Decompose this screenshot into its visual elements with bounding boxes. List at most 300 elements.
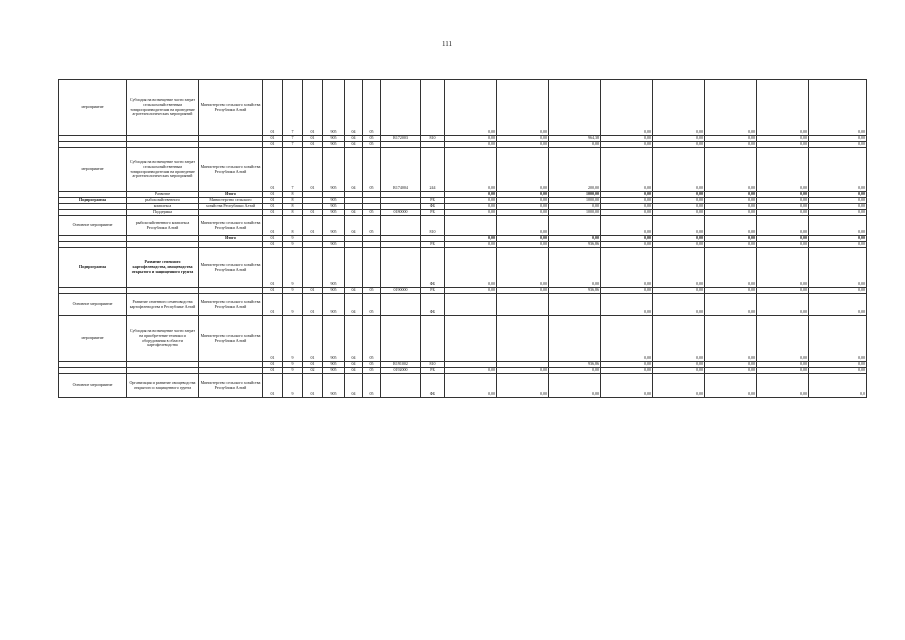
table-cell: хозяйства Республики Алтай bbox=[199, 204, 263, 210]
table-cell: Подпрограмма bbox=[59, 198, 127, 204]
table-cell: 0,00 bbox=[653, 248, 705, 288]
table-cell: 0,00 bbox=[705, 362, 757, 368]
table-cell: мероприятие bbox=[59, 316, 127, 362]
table-cell: 0,00 bbox=[705, 198, 757, 204]
table-cell: 01 bbox=[303, 142, 323, 148]
table-cell: 244 bbox=[421, 148, 445, 192]
table-cell: 936,86 bbox=[549, 242, 601, 248]
table-cell: 0,00 bbox=[757, 374, 809, 398]
table-cell bbox=[381, 316, 421, 362]
table-cell bbox=[497, 316, 549, 362]
table-cell: 01 bbox=[303, 136, 323, 142]
table-cell: 7 bbox=[283, 148, 303, 192]
table-cell: 0,00 bbox=[549, 204, 601, 210]
table-cell: 0,00 bbox=[445, 198, 497, 204]
table-cell: 905 bbox=[323, 142, 345, 148]
table-cell: Министерство сельского хозяйства Республики Алтай bbox=[199, 316, 263, 362]
table-cell: 0,00 bbox=[601, 316, 653, 362]
table-cell: 8 bbox=[283, 216, 303, 236]
table-cell: 0,00 bbox=[809, 198, 867, 204]
table-cell: 0,00 bbox=[601, 204, 653, 210]
table-cell: 905 bbox=[323, 80, 345, 136]
table-cell: 0,00 bbox=[809, 210, 867, 216]
table-cell: 01 bbox=[263, 142, 283, 148]
table-cell: 0,00 bbox=[497, 192, 549, 198]
table-cell: 8 bbox=[283, 204, 303, 210]
table-cell: 0,00 bbox=[705, 216, 757, 236]
table-cell: 0,00 bbox=[809, 248, 867, 288]
table-cell: 01 bbox=[263, 204, 283, 210]
table-cell: 0,00 bbox=[653, 204, 705, 210]
table-cell: 0,00 bbox=[601, 242, 653, 248]
table-cell: Министерство сельского хозяйства Республики Алтай bbox=[199, 80, 263, 136]
table-cell: 0,00 bbox=[809, 148, 867, 192]
table-cell: 04 bbox=[345, 316, 363, 362]
table-cell: 01 bbox=[263, 148, 283, 192]
table-cell bbox=[445, 294, 497, 316]
table-cell: 04 bbox=[345, 374, 363, 398]
table-cell: 0,00 bbox=[705, 210, 757, 216]
table-cell: 0,0 bbox=[809, 374, 867, 398]
table-cell: 0,00 bbox=[757, 148, 809, 192]
table-cell: 01 bbox=[303, 148, 323, 192]
table-cell: 0190000 bbox=[381, 288, 421, 294]
table-cell: Основное мероприятие bbox=[59, 216, 127, 236]
table-cell: 905 bbox=[323, 248, 345, 288]
table-cell bbox=[381, 216, 421, 236]
table-cell: 0,00 bbox=[497, 288, 549, 294]
table-cell: 01 bbox=[263, 210, 283, 216]
table-cell bbox=[549, 294, 601, 316]
table-cell: 905 bbox=[323, 216, 345, 236]
table-cell: 905 bbox=[323, 288, 345, 294]
table-cell: 0,00 bbox=[445, 192, 497, 198]
table-cell: 01 bbox=[263, 362, 283, 368]
table-cell bbox=[381, 80, 421, 136]
table-cell: 0,00 bbox=[653, 362, 705, 368]
table-cell: 0,00 bbox=[757, 288, 809, 294]
table-cell: 0,00 bbox=[809, 80, 867, 136]
table-cell: 0,00 bbox=[757, 242, 809, 248]
table-cell: 0,00 bbox=[757, 294, 809, 316]
table-cell bbox=[421, 80, 445, 136]
table-cell: 01 bbox=[303, 216, 323, 236]
table-cell: 0,00 bbox=[757, 210, 809, 216]
table-cell: 0,00 bbox=[653, 368, 705, 374]
table-cell: 0,00 bbox=[549, 142, 601, 148]
table-cell: 01 bbox=[303, 294, 323, 316]
table-cell: 0,00 bbox=[601, 294, 653, 316]
table-cell: Министерство сельского хозяйства Республики Алтай bbox=[199, 148, 263, 192]
table-cell: 0,00 bbox=[757, 236, 809, 242]
table-cell bbox=[445, 216, 497, 236]
table-cell: 0,00 bbox=[497, 148, 549, 192]
table-cell: 0,00 bbox=[809, 242, 867, 248]
table-cell: 9 bbox=[283, 316, 303, 362]
table-cell: 905 bbox=[323, 198, 345, 204]
table-cell: Основное мероприятие bbox=[59, 374, 127, 398]
table-cell: 0,00 bbox=[757, 204, 809, 210]
table-cell: 01 bbox=[303, 210, 323, 216]
table-cell: 0,00 bbox=[497, 204, 549, 210]
table-cell: 0,00 bbox=[497, 242, 549, 248]
table-cell bbox=[549, 316, 601, 362]
table-cell: 01 bbox=[263, 242, 283, 248]
table-cell: 05 bbox=[363, 288, 381, 294]
table-cell: Субсидия на возмещение части затрат сельскохозяйственным товаропроизводителям на проведение агротехнологических мероприятий bbox=[127, 148, 199, 192]
table-cell: 01 bbox=[303, 362, 323, 368]
table-cell: 8 bbox=[283, 198, 303, 204]
table-cell: 1000,00 bbox=[549, 210, 601, 216]
table-cell bbox=[381, 374, 421, 398]
table-cell: 0,00 bbox=[809, 204, 867, 210]
table-cell: 0,00 bbox=[445, 80, 497, 136]
table-cell: 9 bbox=[283, 362, 303, 368]
table-cell: 01 bbox=[263, 236, 283, 242]
table-cell: 0,00 bbox=[497, 136, 549, 142]
table-cell bbox=[303, 248, 323, 288]
table-cell: 0,00 bbox=[653, 216, 705, 236]
table-cell: 0,00 bbox=[809, 362, 867, 368]
table-cell: 04 bbox=[345, 294, 363, 316]
table-cell: 0,00 bbox=[601, 216, 653, 236]
table-cell: 04 bbox=[345, 288, 363, 294]
table-cell: ФБ bbox=[421, 204, 445, 210]
table-cell: 0,00 bbox=[445, 242, 497, 248]
table-cell: 0,00 bbox=[809, 368, 867, 374]
page-number: 111 bbox=[442, 40, 452, 48]
table-cell: 0,00 bbox=[601, 362, 653, 368]
table-row bbox=[59, 216, 867, 236]
table-cell: 0,00 bbox=[757, 192, 809, 198]
table-cell: Министерство сельского bbox=[199, 198, 263, 204]
table-row bbox=[59, 374, 867, 398]
table-cell bbox=[363, 248, 381, 288]
table-cell: Организация и развитие овощеводства открытого и защищенного грунта bbox=[127, 374, 199, 398]
table-cell: мероприятие bbox=[59, 80, 127, 136]
table-row bbox=[59, 248, 867, 288]
table-cell: 0,00 bbox=[601, 210, 653, 216]
table-cell: 0,00 bbox=[653, 136, 705, 142]
table-cell: 0,00 bbox=[653, 148, 705, 192]
table-cell: 7 bbox=[283, 142, 303, 148]
table-cell: РБ bbox=[421, 368, 445, 374]
table-cell: РБ bbox=[421, 198, 445, 204]
table-cell: 05 bbox=[363, 362, 381, 368]
table-cell: 905 bbox=[323, 136, 345, 142]
table-cell: рыбохозяйственного bbox=[127, 198, 199, 204]
budget-table bbox=[58, 79, 867, 398]
table-row bbox=[59, 316, 867, 362]
table-cell: 0,00 bbox=[757, 216, 809, 236]
table-cell: 01 bbox=[263, 294, 283, 316]
table-cell: 936,86 bbox=[549, 362, 601, 368]
table-cell: 905 bbox=[323, 368, 345, 374]
table-cell: 05 bbox=[363, 216, 381, 236]
table-cell: 0,00 bbox=[445, 136, 497, 142]
table-cell: 936,86 bbox=[549, 288, 601, 294]
table-cell: 0,00 bbox=[653, 198, 705, 204]
table-cell bbox=[549, 80, 601, 136]
table-cell: 0,00 bbox=[601, 192, 653, 198]
table-cell: 0,00 bbox=[705, 80, 757, 136]
table-cell: 0,00 bbox=[705, 288, 757, 294]
table-cell: R172003 bbox=[381, 136, 421, 142]
table-cell: 0,00 bbox=[497, 374, 549, 398]
table-cell: 0,00 bbox=[601, 374, 653, 398]
table-cell: 0,00 bbox=[705, 242, 757, 248]
table-cell: 905 bbox=[323, 210, 345, 216]
table-cell: 04 bbox=[345, 80, 363, 136]
table-cell: ФБ bbox=[421, 374, 445, 398]
table-cell: 01 bbox=[303, 374, 323, 398]
table-cell: Итого bbox=[199, 192, 263, 198]
table-cell: 04 bbox=[345, 362, 363, 368]
table-cell: 8 bbox=[283, 192, 303, 198]
table-cell: 0,00 bbox=[601, 148, 653, 192]
table-cell: R174004 bbox=[381, 148, 421, 192]
table-cell: 0,00 bbox=[809, 294, 867, 316]
table-cell: 0,00 bbox=[757, 80, 809, 136]
table-cell: 01 bbox=[263, 368, 283, 374]
table-cell: 0,00 bbox=[757, 368, 809, 374]
table-cell: 0,00 bbox=[705, 192, 757, 198]
table-cell: 0,00 bbox=[601, 236, 653, 242]
table-cell: 0,00 bbox=[705, 142, 757, 148]
table-cell: 0,00 bbox=[445, 204, 497, 210]
table-cell: 01 bbox=[263, 198, 283, 204]
table-cell: 01 bbox=[303, 288, 323, 294]
table-cell: 0,00 bbox=[445, 148, 497, 192]
table-cell: 9 bbox=[283, 236, 303, 242]
table-cell: Субсидия на возмещение части затрат на приобретение техники и оборудования в области картофелеводства bbox=[127, 316, 199, 362]
table-cell: 0,00 bbox=[809, 288, 867, 294]
table-cell: 01 bbox=[263, 136, 283, 142]
table-cell: 7 bbox=[283, 80, 303, 136]
table-cell: 0,00 bbox=[653, 236, 705, 242]
table-cell: 0,00 bbox=[653, 294, 705, 316]
table-cell: 0,00 bbox=[809, 142, 867, 148]
table-row bbox=[59, 80, 867, 136]
table-cell: 0,00 bbox=[705, 368, 757, 374]
table-cell: 01 bbox=[263, 316, 283, 362]
table-row bbox=[59, 148, 867, 192]
table-cell: 9 bbox=[283, 294, 303, 316]
table-cell: 0,00 bbox=[601, 368, 653, 374]
table-cell: 05 bbox=[363, 80, 381, 136]
table-cell: 0,00 bbox=[601, 80, 653, 136]
table-cell: 01 bbox=[263, 192, 283, 198]
table-cell: ФБ bbox=[421, 248, 445, 288]
table-cell: 0,00 bbox=[757, 248, 809, 288]
table-cell: 04 bbox=[345, 210, 363, 216]
table-cell: 0,00 bbox=[809, 136, 867, 142]
table-cell: Министерство сельского хозяйства Республики Алтай bbox=[199, 216, 263, 236]
table-cell: 964,38 bbox=[549, 136, 601, 142]
table-cell: 0,00 bbox=[601, 136, 653, 142]
table-cell: Субсидия на возмещение части затрат сельскохозяйственным товаропроизводителям на проведение агротехнологических мероприятий bbox=[127, 80, 199, 136]
table-cell: РБ bbox=[421, 288, 445, 294]
table-cell: 01 bbox=[263, 216, 283, 236]
table-cell: 0192000 bbox=[381, 368, 421, 374]
table-cell bbox=[421, 316, 445, 362]
table-cell: 0,00 bbox=[549, 236, 601, 242]
table-cell: 02 bbox=[303, 368, 323, 374]
table-cell: 0,00 bbox=[809, 192, 867, 198]
table-cell: 04 bbox=[345, 216, 363, 236]
table-cell: 0,00 bbox=[445, 374, 497, 398]
table-cell: 01 bbox=[263, 80, 283, 136]
table-cell: 01 bbox=[263, 248, 283, 288]
table-cell: 05 bbox=[363, 136, 381, 142]
table-cell: 01 bbox=[263, 374, 283, 398]
table-cell: 810 bbox=[421, 216, 445, 236]
table-cell: 0,00 bbox=[497, 210, 549, 216]
table-cell bbox=[345, 248, 363, 288]
table-cell: Развитие семенного картофелеводства, овощеводства открытого и защищенного грунта bbox=[127, 248, 199, 288]
table-cell: 0,00 bbox=[445, 142, 497, 148]
table-cell bbox=[497, 294, 549, 316]
table-cell: 905 bbox=[323, 316, 345, 362]
table-cell: 905 bbox=[323, 294, 345, 316]
table-cell: Развитие bbox=[127, 192, 199, 198]
table-cell: 0,00 bbox=[653, 210, 705, 216]
table-cell: 200,00 bbox=[549, 148, 601, 192]
table-cell: 0,00 bbox=[497, 216, 549, 236]
table-cell: 0,00 bbox=[653, 192, 705, 198]
table-cell: 0,00 bbox=[809, 316, 867, 362]
table-cell: 0,00 bbox=[445, 368, 497, 374]
table-cell: 0,00 bbox=[705, 316, 757, 362]
table-cell bbox=[445, 316, 497, 362]
table-cell: 905 bbox=[323, 204, 345, 210]
table-cell: Министерство сельского хозяйства Республики Алтай bbox=[199, 248, 263, 288]
table-cell: 1000,00 bbox=[549, 198, 601, 204]
table-cell: 810 bbox=[421, 136, 445, 142]
table-cell: 04 bbox=[345, 148, 363, 192]
table-cell: 05 bbox=[363, 210, 381, 216]
table-cell: 0,00 bbox=[809, 236, 867, 242]
table-cell: 905 bbox=[323, 242, 345, 248]
table-cell: 0,00 bbox=[757, 362, 809, 368]
table-cell: 8 bbox=[283, 210, 303, 216]
table-cell: мероприятие bbox=[59, 148, 127, 192]
table-cell: 0,00 bbox=[497, 368, 549, 374]
table-cell: 0,00 bbox=[705, 204, 757, 210]
table-cell: 905 bbox=[323, 362, 345, 368]
table-cell: 9 bbox=[283, 248, 303, 288]
table-cell: 0,00 bbox=[757, 142, 809, 148]
table-cell: 0,00 bbox=[549, 368, 601, 374]
table-cell: 0,00 bbox=[445, 288, 497, 294]
table-cell: 0,00 bbox=[445, 210, 497, 216]
table-cell: 05 bbox=[363, 142, 381, 148]
table-cell: 0,00 bbox=[497, 248, 549, 288]
table-cell bbox=[381, 248, 421, 288]
table-cell: 9 bbox=[283, 368, 303, 374]
table-cell: 0,00 bbox=[809, 216, 867, 236]
table-cell: 05 bbox=[363, 374, 381, 398]
table-cell: Основное мероприятие bbox=[59, 294, 127, 316]
table-cell: ФБ bbox=[421, 294, 445, 316]
table-cell: 0,00 bbox=[497, 142, 549, 148]
table-cell: 0,00 bbox=[497, 80, 549, 136]
table-cell: 0,00 bbox=[705, 148, 757, 192]
table-cell: 0180000 bbox=[381, 210, 421, 216]
table-cell: Поддержка bbox=[127, 210, 199, 216]
table-cell: 0,00 bbox=[497, 198, 549, 204]
table-cell: 0,00 bbox=[653, 80, 705, 136]
table-cell: 0,00 bbox=[549, 374, 601, 398]
table-cell: 01 bbox=[303, 316, 323, 362]
table-cell: 0,00 bbox=[705, 294, 757, 316]
table-cell: 905 bbox=[323, 148, 345, 192]
table-cell: Итого bbox=[199, 236, 263, 242]
table-body bbox=[59, 80, 867, 398]
table-cell: Развитие семенного семеноводства картофелеводства в Республике Алтай bbox=[127, 294, 199, 316]
table-cell: R191002 bbox=[381, 362, 421, 368]
table-cell: 01 bbox=[263, 288, 283, 294]
table-cell: 01 bbox=[303, 80, 323, 136]
table-cell: 905 bbox=[323, 374, 345, 398]
table-cell: 0,00 bbox=[653, 374, 705, 398]
table-cell: 0,00 bbox=[601, 288, 653, 294]
table-cell: 0,00 bbox=[705, 236, 757, 242]
table-cell: Министерство сельского хозяйства Республики Алтай bbox=[199, 374, 263, 398]
table-cell bbox=[549, 216, 601, 236]
table-cell: 04 bbox=[345, 136, 363, 142]
table-cell: 0,00 bbox=[705, 374, 757, 398]
table-cell: 9 bbox=[283, 374, 303, 398]
table-cell: комплекса bbox=[127, 204, 199, 210]
table-row bbox=[59, 294, 867, 316]
table-cell: Подпрограмма bbox=[59, 248, 127, 288]
table-cell: 0,00 bbox=[653, 242, 705, 248]
table-cell: 0,00 bbox=[601, 142, 653, 148]
table-cell: 0,00 bbox=[705, 136, 757, 142]
table-cell: 0,00 bbox=[653, 316, 705, 362]
table-cell: рыбохозяйственного комплекса Республики Алтай bbox=[127, 216, 199, 236]
table-cell: 04 bbox=[345, 142, 363, 148]
table-cell: 0,00 bbox=[757, 198, 809, 204]
table-cell: 9 bbox=[283, 288, 303, 294]
table-cell: 1000,00 bbox=[549, 192, 601, 198]
table-cell: 0,00 bbox=[653, 142, 705, 148]
table-cell: 0,00 bbox=[601, 248, 653, 288]
table-cell: 7 bbox=[283, 136, 303, 142]
table-cell: 05 bbox=[363, 148, 381, 192]
table-cell: 0,00 bbox=[757, 136, 809, 142]
table-cell: 05 bbox=[363, 316, 381, 362]
table-cell: 810 bbox=[421, 362, 445, 368]
table-cell: 0,00 bbox=[705, 248, 757, 288]
table-cell: 04 bbox=[345, 368, 363, 374]
table-cell: 9 bbox=[283, 242, 303, 248]
table-cell: 0,00 bbox=[445, 248, 497, 288]
table-cell: 05 bbox=[363, 294, 381, 316]
table-cell: 0,00 bbox=[757, 316, 809, 362]
table-cell: 0,00 bbox=[445, 236, 497, 242]
table-cell: 0,00 bbox=[653, 288, 705, 294]
table-cell bbox=[381, 294, 421, 316]
table-cell: РБ bbox=[421, 210, 445, 216]
table-cell: 05 bbox=[363, 368, 381, 374]
table-cell: Министерство сельского хозяйства Республики Алтай bbox=[199, 294, 263, 316]
table-cell: 0,00 bbox=[497, 236, 549, 242]
table-cell: 0,00 bbox=[601, 198, 653, 204]
table-cell: РБ bbox=[421, 242, 445, 248]
table-cell: 0,00 bbox=[549, 248, 601, 288]
